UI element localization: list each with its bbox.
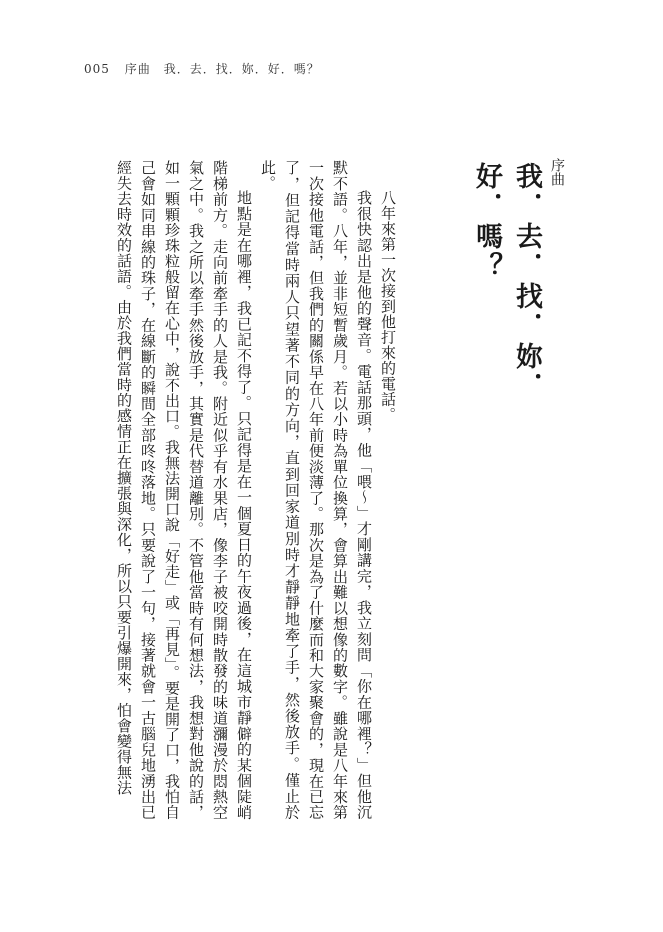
chapter-title: 我．去．找．妳．好．嗎？ [471,162,542,402]
paragraph: 我很快認出是他的聲音。電話那頭，他「喂～」才剛講完，我立刻問「你在哪裡？」但他沉默不語。八年，並非短暫歲月。若以小時為單位換算，會算出難以想像的數字。雖說是八年來第一次接他電話，但我們的關係早在八年前便淡薄了。那次是為了什麼而和大家聚會的，現在已忘了，但記得當時兩人只望著不同的方向，直到回家道別時才靜靜地牽了手，然後放手。僅止於此。 [259,160,373,820]
running-title: 序曲 我．去．找．妳．好．嗎？ [124,62,320,76]
paragraph: 地點是在哪裡，我已記不得了。只記得是在一個夏日的午夜過後，在這城市靜僻的某個陡峭階梯前方。走向前牽手的人是我。附近似乎有水果店，像李子被咬開時散發的味道瀰漫於悶熱空氣之中。我之所以牽手然後放手，其實是代替道離別。不管他當時有何想法，我想對他說的話，如一顆顆珍珠粒般留在心中，說不出口。我無法開口說「好走」或「再見」。要是開了口，我怕自己會如同串線的珠子，在線斷的瞬間全部咚咚落地。只要說了一句，接著就會一古腦兒地湧出已經失去時效的話語。由於我們當時的感情正在擴張與深化，所以只要引爆開來，怕會變得無法 [115,160,253,820]
body-text [70,160,400,820]
paragraph: 八年來第一次接到他打來的電話。 [379,190,397,423]
page-number: 005 [84,62,110,76]
chapter-heading [471,158,568,458]
running-header [84,60,320,77]
chapter-label: 序曲 [549,158,565,186]
